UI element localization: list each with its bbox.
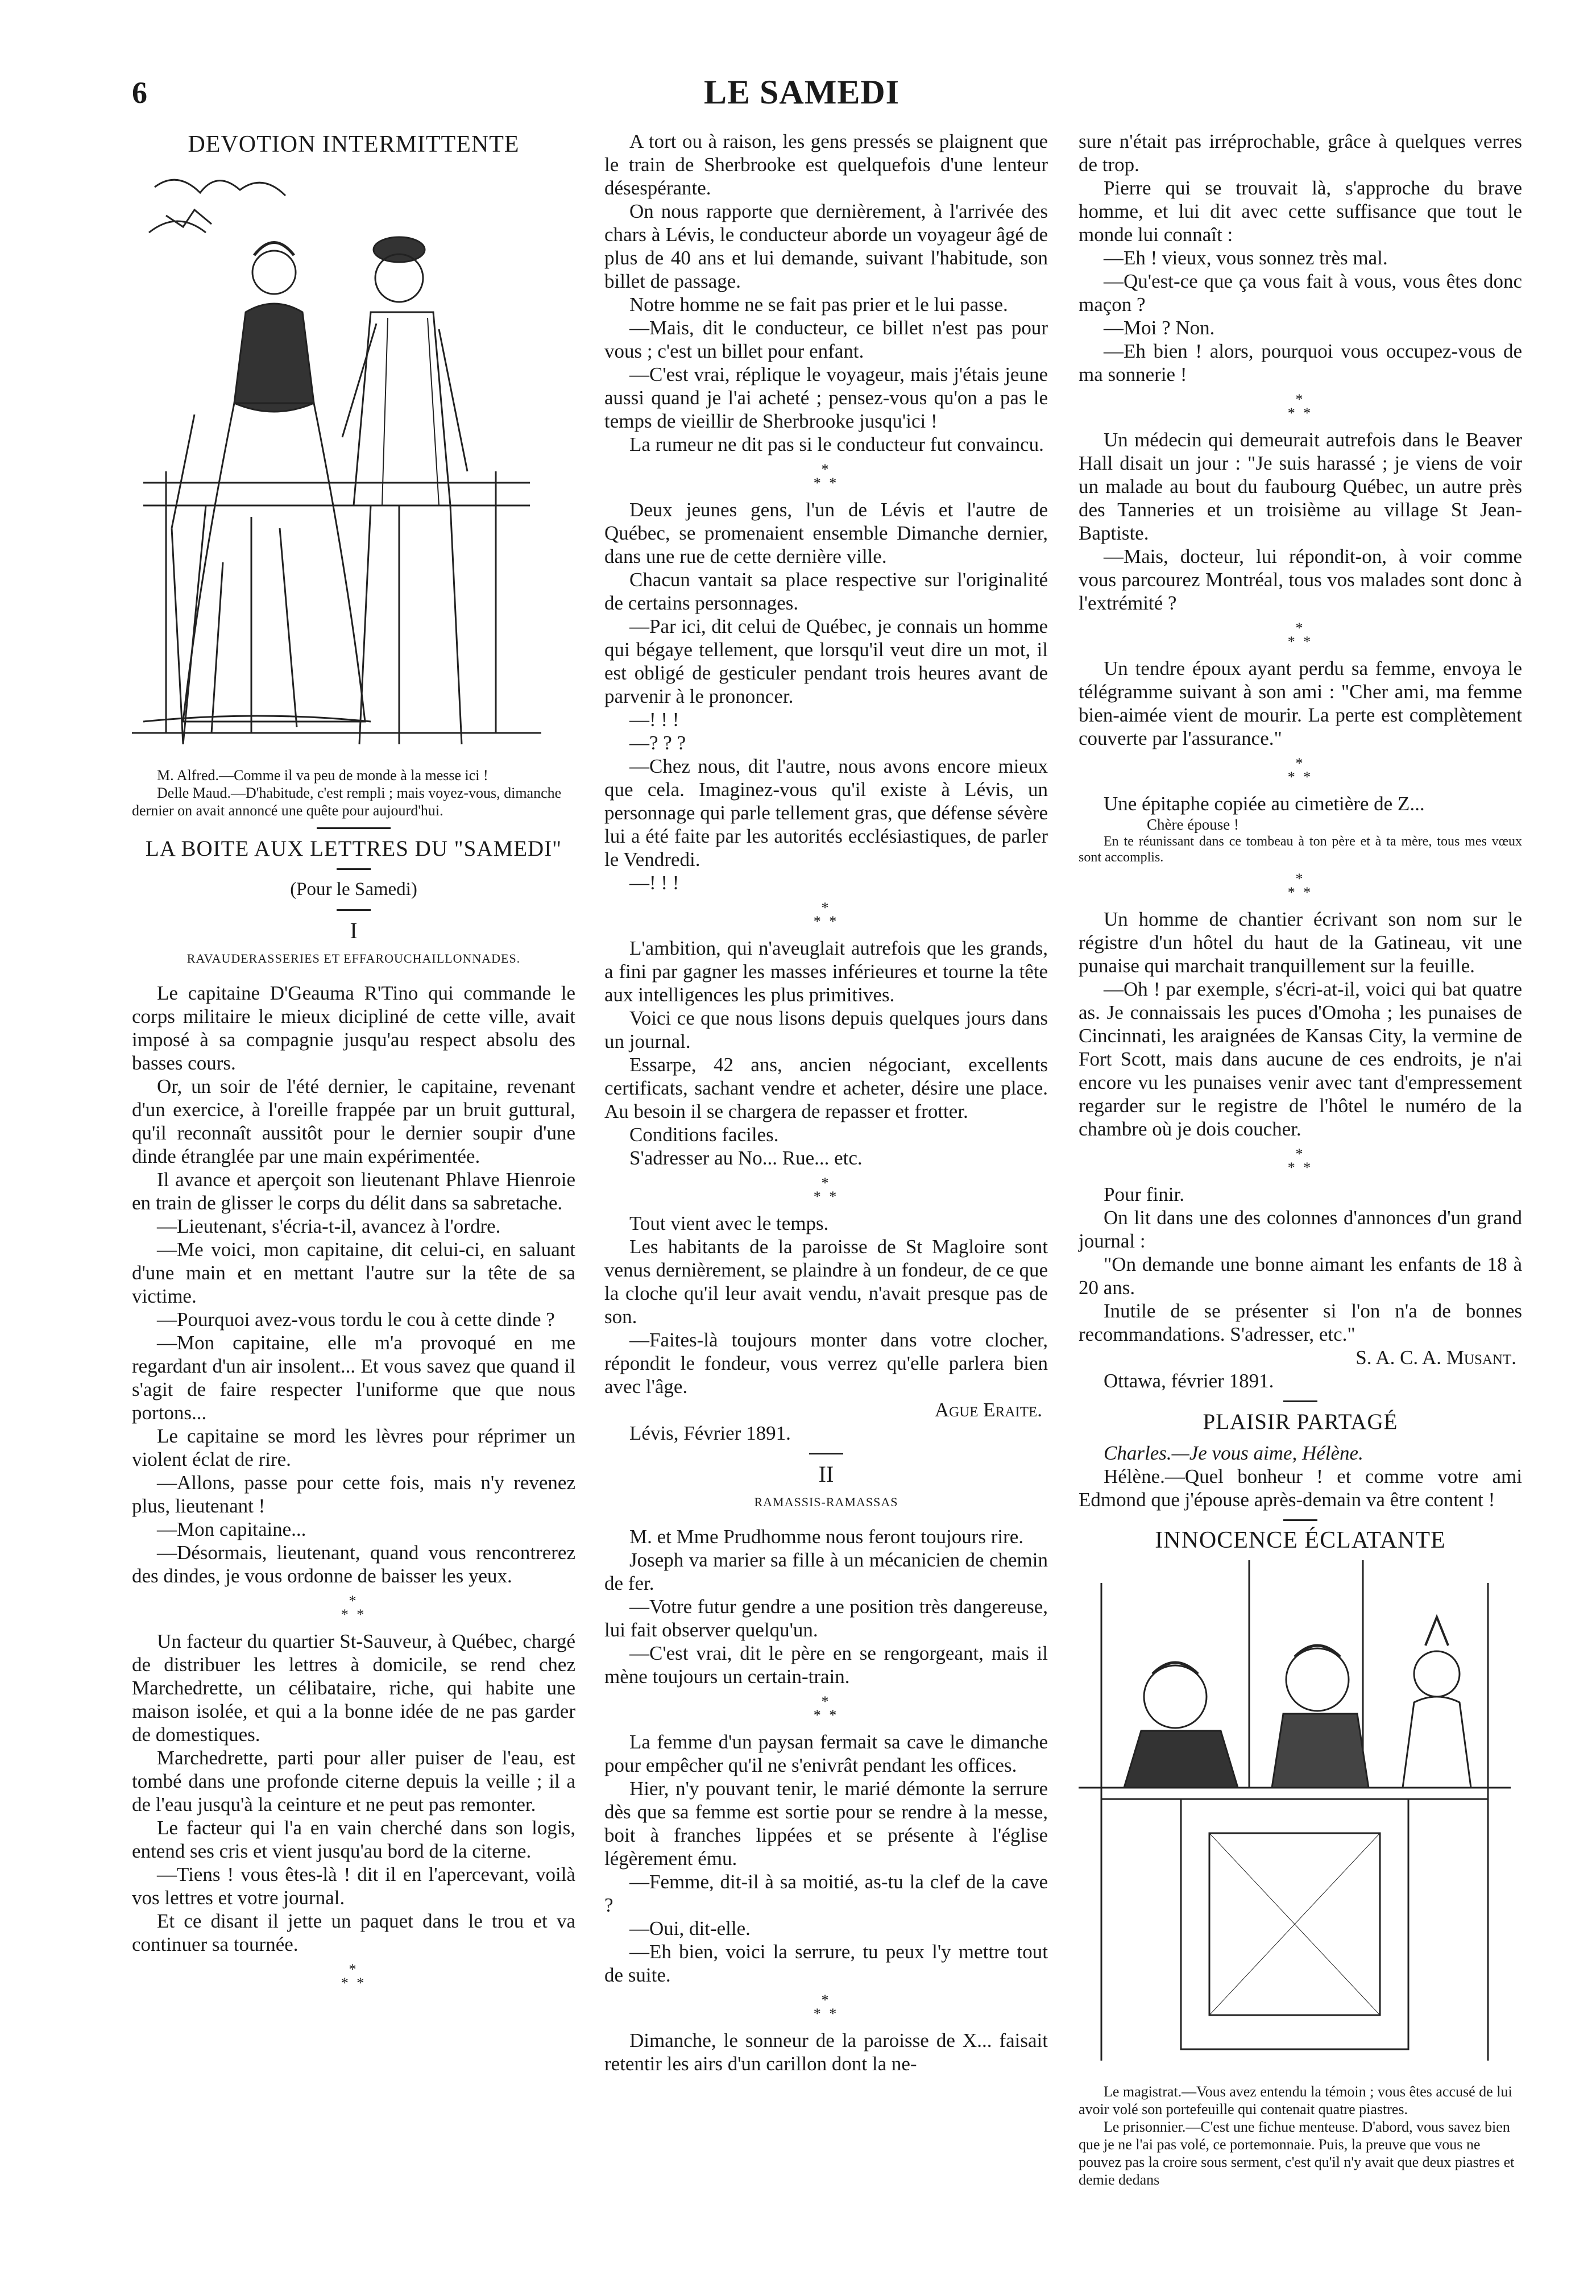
paragraph: Deux jeunes gens, l'un de Lévis et l'autre de Québec, se promenaient ensemble Dimanche dernier, dans une rue de cette dernière ville. [604,499,1048,567]
paragraph: —Eh bien, voici la serrure, tu peux l'y mettre tout de suite. [604,1941,1048,1986]
innocence-title: INNOCENCE ÉCLATANTE [1155,1527,1446,1553]
paragraph: La femme d'un paysan fermait sa cave le dimanche pour empêcher qu'il ne s'enivrât pendant les offices. [604,1731,1048,1776]
divider [317,827,391,829]
paragraph: —Allons, passe pour cette fois, mais n'y revenez plus, lieutenant ! [132,1472,575,1517]
paragraph: On nous rapporte que dernièrement, à l'arrivée des chars à Lévis, le conducteur aborde un voyageur âgé de plus de 40 ans et lui demande, suivant l'habitude, son billet de passage. [604,200,1048,292]
paragraph: —! ! ! [629,708,679,731]
asterism: * * * [1287,755,1313,785]
paragraph: —Me voici, mon capitaine, dit celui-ci, en saluant d'une main et en mettant l'autre sur la tête de sa victime. [132,1238,575,1307]
caption-maud: Delle Maud.—D'habitude, c'est rempli ; mais voyez-vous, dimanche dernier on avait annoncé une quête pour aujourd'hui. [132,785,562,819]
divider [337,909,371,911]
asterism: * * * [813,1693,839,1723]
paragraph: —! ! ! [629,872,679,894]
paragraph: Une épitaphe copiée au cimetière de Z... [1104,793,1425,815]
asterism: * * * [813,1992,839,2022]
paragraph: Inutile de se présenter si l'on n'a de bonnes recommandations. S'adresser, etc." [1079,1300,1522,1345]
asterism: * * * [1287,871,1313,901]
paragraph: Notre homme ne se fait pas prier et le lui passe. [629,293,1008,316]
paragraph: Le facteur qui l'a en vain cherché dans son logis, entend ses cris et vient jusqu'au bord de la citerne. [132,1817,575,1862]
devotion-title: DEVOTION INTERMITTENTE [188,131,520,158]
paragraph: —Tiens ! vous êtes-là ! dit il en l'apercevant, voilà vos lettres et votre journal. [132,1863,575,1909]
dateline: Ottawa, février 1891. [1104,1370,1274,1392]
signature: S. A. C. A. Musant. [1355,1346,1516,1369]
paragraph: —Femme, dit-il à sa moitié, as-tu la clef de la cave ? [604,1871,1048,1916]
paragraph: On lit dans une des colonnes d'annonces d'un grand journal : [1079,1207,1522,1252]
paragraph: Les habitants de la paroisse de St Magloire sont venus dernièrement, se plaindre à un fondeur, de ce que la cloche qu'il leur avait vendu, n'avait presque pas de son. [604,1236,1048,1328]
divider [1283,1519,1317,1521]
section-number-ii: II [818,1461,834,1487]
paragraph: —Qu'est-ce que ça vous fait à vous, vous êtes donc maçon ? [1079,270,1522,316]
asterism: * * * [813,900,839,930]
paragraph: —Mon capitaine... [157,1518,306,1540]
column-1 [132,130,575,1998]
paragraph: —C'est vrai, réplique le voyageur, mais j'étais jeune aussi quand je l'ai acheté ; pensez-vous qu'on a pas le temps de vieillir de Sherbrooke jusqu'ici ! [604,363,1048,432]
paragraph: "On demande une bonne aimant les enfants de 18 à 20 ans. [1079,1253,1522,1299]
plaisir-title: PLAISIR PARTAGÉ [1203,1410,1398,1434]
paragraph: Pierre qui se trouvait là, s'approche du brave homme, et lui dit avec cette suffisance que tout le monde lui connaît : [1079,177,1522,246]
paragraph: —Désormais, lieutenant, quand vous rencontrerez des dindes, je vous ordonne de baisser les yeux. [132,1541,575,1587]
asterism: * * * [341,1593,367,1623]
paragraph: —Par ici, dit celui de Québec, je connais un homme qui bégaye tellement, que lorsqu'il veut dire un mot, il est obligé de gesticuler pendant trois heures avant de parvenir à le prononcer. [604,615,1048,707]
paragraph: Il avance et aperçoit son lieutenant Phlave Hienroie en train de glisser le corps du délit dans sa sabretache. [132,1168,575,1214]
paragraph: —Lieutenant, s'écria-t-il, avancez à l'ordre. [157,1215,501,1237]
paragraph: Chacun vantait sa place respective sur l'originalité de certains personnages. [604,569,1048,614]
paragraph: Et ce disant il jette un paquet dans le trou et va continuer sa tournée. [132,1910,575,1955]
column-3 [1079,130,1522,2189]
paragraph: Hélène.—Quel bonheur ! et comme votre ami Edmond que j'épouse après-demain va être content ! [1079,1465,1522,1511]
dateline: Lévis, Février 1891. [629,1422,791,1444]
paragraph: Conditions faciles. [629,1124,779,1146]
paragraph: Dimanche, le sonneur de la paroisse de X... faisait retentir les airs d'un carillon dont la ne- [604,2029,1048,2075]
innocence-illustration [1079,1560,1511,2072]
caption-magistrat: Le magistrat.—Vous avez entendu la témoin ; vous êtes accusé de lui avoir volé son portefeuille qui contenait quatre piastres. [1079,2083,1512,2117]
epitaph-line: Chère épouse ! [1147,816,1239,833]
page-number: 6 [132,76,147,110]
paragraph: Tout vient avec le temps. [629,1212,829,1234]
paragraph: L'ambition, qui n'aveuglait autrefois que les grands, a fini par gagner les masses inférieures et tourne la tête aux intelligences les plus primitives. [604,937,1048,1006]
paragraph: M. et Mme Prudhomme nous feront toujours rire. [629,1526,1024,1548]
divider [337,868,371,870]
signature: Ague Eraite. [934,1399,1042,1421]
asterism: * * * [1287,620,1313,650]
paragraph: A tort ou à raison, les gens pressés se plaignent que le train de Sherbrooke est quelquefois d'une lenteur désespérante. [604,130,1048,199]
paragraph: La rumeur ne dit pas si le conducteur fut convaincu. [629,433,1044,455]
asterism: * * * [341,1961,367,1991]
devotion-caption [132,766,575,819]
paragraph: —Oui, dit-elle. [629,1917,751,1939]
paragraph: —Votre futur gendre a une position très dangereuse, lui fait observer quelqu'un. [604,1595,1048,1641]
section-number-i: I [350,918,358,943]
paragraph: Hier, n'y pouvant tenir, le marié démonte la serrure dès que sa femme est sortie pour se rendre à la messe, boit à franches lippées et se présente à l'église légèrement ému. [604,1777,1048,1870]
paragraph: Un homme de chantier écrivant son nom sur le régistre d'un hôtel du haut de la Gatineau, vit une punaise qui marchait tranquillement sur la feuille. [1079,908,1522,977]
paragraph: —Eh ! vieux, vous sonnez très mal. [1104,247,1388,269]
paragraph: Charles.—Je vous aime, Hélène. [1104,1442,1363,1464]
paragraph: —Mais, dit le conducteur, ce billet n'est pas pour vous ; c'est un billet pour enfant. [604,317,1048,362]
section-i-title: RAVAUDERASSERIES ET EFFAROUCHAILLONNADES. [186,951,521,965]
asterism: * * * [813,1175,839,1205]
paragraph: —Pourquoi avez-vous tordu le cou à cette dinde ? [157,1308,555,1331]
paragraph: Pour finir. [1104,1183,1184,1205]
paragraph: Un médecin qui demeurait autrefois dans le Beaver Hall disait un jour : "Je suis harassé ; je viens de voir un malade au bout du faubourg Québec, un autre près des Tanneries et un troisième au village St Jean-Baptiste. [1079,429,1522,544]
paragraph: Le capitaine D'Geauma R'Tino qui commande le corps militaire le mieux dicipliné de cette ville, avait imposé à sa compagnie jusqu'au respect absolu des basses cours. [132,982,575,1074]
paragraph: —Faites-là toujours monter dans votre clocher, répondit le fondeur, vous verrez qu'elle parlera bien avec l'âge. [604,1329,1048,1398]
paragraph: —Oh ! par exemple, s'écri-at-il, voici qui bat quatre as. Je connaissais les puces d'Omoha ; les punaises de Cincinnati, les araignées de Kansas City, la vermine de Fort Scott, mais dans aucune de ces endroits, je n'ai encore vu les punaises venir avec tant d'empressement regarder sur le registre de l'hôtel le numéro de la chambre où je dois coucher. [1079,978,1522,1140]
paragraph: Voici ce que nous lisons depuis quelques jours dans un journal. [604,1007,1048,1052]
paragraph: Essarpe, 42 ans, ancien négociant, excellents certificats, sachant vendre et acheter, désire une place. Au besoin il se chargera de repasser et frotter. [604,1054,1048,1122]
paragraph: Joseph va marier sa fille à un mécanicien de chemin de fer. [604,1549,1048,1594]
paragraph: —C'est vrai, dit le père en se rengorgeant, mais il mène toujours un certain-train. [604,1642,1048,1688]
boite-title: LA BOITE AUX LETTRES DU "SAMEDI" [145,836,562,861]
asterism: * * * [813,461,839,491]
section-ii-title: RAMASSIS-RAMASSAS [754,1495,898,1509]
asterism: * * * [1287,1146,1313,1176]
masthead: LE SAMEDI [703,73,900,111]
paragraph: Marchedrette, parti pour aller puiser de l'eau, est tombé dans une profonde citerne depuis la veille ; il a de l'eau jusqu'à la ceinture et ne peut pas remonter. [132,1747,575,1816]
divider [809,1453,843,1454]
caption-alfred: M. Alfred.—Comme il va peu de monde à la messe ici ! [157,767,488,784]
paragraph: sure n'était pas irréprochable, grâce à quelques verres de trop. [1079,130,1522,176]
boite-subtitle: (Pour le Samedi) [290,879,417,900]
column-2 [604,130,1048,2075]
asterism: * * * [1287,391,1313,421]
paragraph: Le capitaine se mord les lèvres pour réprimer un violent éclat de rire. [132,1425,575,1470]
paragraph: S'adresser au No... Rue... etc. [629,1147,863,1169]
paragraph: —Mon capitaine, elle m'a provoqué en me regardant d'un air insolent... Et vous savez que quand il s'agit de faire respecter l'uniforme que que nous portons... [132,1332,575,1424]
caption-prisonnier: Le prisonnier.—C'est une fichue menteuse. D'abord, vous savez bien que je ne l'ai pas volé, ce portemonnaie. Puis, la preuve que vous ne pouvez pas la croire sous serment, c'est qu'il n'y avait que deux piastres et demie dedans [1079,2119,1515,2188]
devotion-illustration [132,164,541,756]
divider [1283,1400,1317,1402]
paragraph: Un facteur du quartier St-Sauveur, à Québec, chargé de distribuer les lettres à domicile, se rend chez Marchedrette, un célibataire, riche, qui habite une maison isolée, et qui a la bonne idée de ne pas garder de domestiques. [132,1630,575,1746]
paragraph: —? ? ? [629,732,686,754]
paragraph: —Mais, docteur, lui répondit-on, à voir comme vous parcourez Montréal, tous vos malades sont donc à l'extrémité ? [1079,545,1522,614]
paragraph: —Eh bien ! alors, pourquoi vous occupez-vous de ma sonnerie ! [1079,340,1522,386]
paragraph: —Moi ? Non. [1104,317,1215,339]
innocence-caption [1079,2083,1522,2189]
paragraph: —Chez nous, dit l'autre, nous avons encore mieux que cela. Imaginez-vous qu'il existe à Lévis, un personnage qui parle tellement gras, que défense sévère lui a été faite par les autorités ecclésiastiques, de parler le Vendredi. [604,755,1048,871]
epitaph-text: En te réunissant dans ce tombeau à ton père et à ta mère, tous mes vœux sont accomplis. [1079,834,1522,865]
paragraph: Un tendre époux ayant perdu sa femme, envoya le télégramme suivant à son ami : "Cher ami, ma femme bien-aimée vient de mourir. La perte est complètement couverte par l'assurance." [1079,657,1522,749]
paragraph: Or, un soir de l'été dernier, le capitaine, revenant d'un exercice, à l'oreille frappée par un bruit guttural, qu'il reconnaît aussitôt pour le dernier soupir d'une dinde étranglée par une main expérimentée. [132,1075,575,1167]
